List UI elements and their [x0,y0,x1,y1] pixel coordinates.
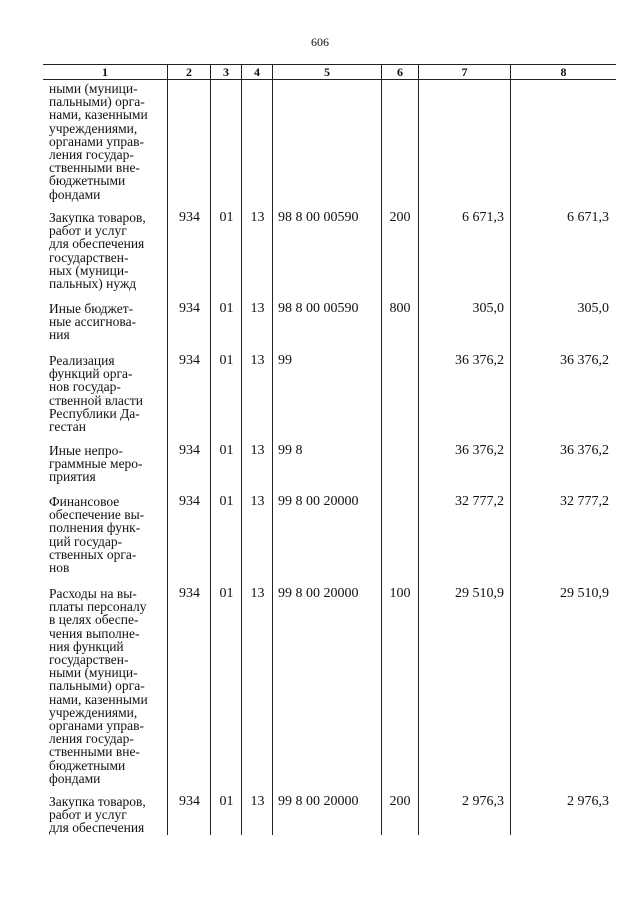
row-col-4: 13 [250,586,265,601]
row-col-3: 01 [219,210,234,225]
row-col-5: 99 8 00 20000 [278,794,359,809]
row-col-2: 934 [179,301,200,316]
row-col-5: 99 8 [278,443,303,458]
row-col-7: 36 376,2 [455,443,504,458]
row-col-3: 01 [219,353,234,368]
column-divider-7 [510,64,511,835]
page-number: 606 [311,35,329,49]
row-col-5: 98 8 00 00590 [278,210,359,225]
header-col-1: 1 [102,65,108,79]
row-col-3: 01 [219,586,234,601]
header-col-3: 3 [223,65,229,79]
row-description: ными (муници- пальными) орга- нами, казенными учреждениями, органами управ- ления государ- ственными вне- бюджетными фондами [49,81,148,202]
row-col-7: 32 777,2 [455,494,504,509]
row-col-4: 13 [250,794,265,809]
column-divider-6 [418,64,419,835]
header-col-2: 2 [186,65,192,79]
header-col-8: 8 [560,65,567,79]
row-col-2: 934 [179,210,200,225]
header-col-7: 7 [461,65,468,79]
row-col-8: 29 510,9 [560,586,609,601]
row-col-5: 99 [278,353,292,368]
row-description: Финансовое обеспечение вы- полнения функ- ций государ- ственных орга- нов [49,494,145,576]
row-col-8: 32 777,2 [560,494,609,509]
row-col-2: 934 [179,353,200,368]
row-col-7: 36 376,2 [455,353,504,368]
row-col-8: 36 376,2 [560,353,609,368]
row-col-7: 6 671,3 [462,210,504,225]
row-col-6: 200 [389,794,411,809]
row-col-8: 6 671,3 [567,210,609,225]
row-col-7: 2 976,3 [462,794,504,809]
row-col-3: 01 [219,443,234,458]
row-col-3: 01 [219,794,234,809]
header-col-4: 4 [254,65,260,79]
header-bottom-border [43,79,616,80]
row-col-2: 934 [179,586,200,601]
row-col-3: 01 [219,301,234,316]
row-col-8: 36 376,2 [560,443,609,458]
row-description: Расходы на вы- платы персоналу в целях обеспе- чения выполне- ния функций государствен- ными (муници- пальными) орга- нами, казенными учреждениями, органами управ- ления государ- ственными вне- бюджетными фондами [49,586,148,786]
row-col-6: 100 [389,586,411,601]
row-col-6: 800 [389,301,411,316]
header-col-5: 5 [324,65,330,79]
row-description: Закупка товаров, работ и услуг для обеспечения государствен- ных (муници- пальных) нужд [49,210,146,292]
row-col-6: 200 [389,210,411,225]
row-col-2: 934 [179,794,200,809]
row-col-4: 13 [250,210,265,225]
row-description: Закупка товаров, работ и услуг для обеспечения [49,794,146,836]
row-col-4: 13 [250,494,265,509]
header-col-6: 6 [397,65,403,79]
row-col-7: 305,0 [472,301,504,316]
row-col-4: 13 [250,443,265,458]
row-col-5: 99 8 00 20000 [278,494,359,509]
row-description: Иные непро- граммные меро- приятия [49,443,143,485]
row-col-5: 98 8 00 00590 [278,301,359,316]
row-col-2: 934 [179,443,200,458]
column-divider-4 [272,64,273,835]
row-description: Реализация функций орга- нов государ- ственной власти Республики Да- гестан [49,353,144,435]
row-col-5: 99 8 00 20000 [278,586,359,601]
column-divider-3 [241,64,242,835]
row-col-4: 13 [250,301,265,316]
row-description: Иные бюджет- ные ассигнова- ния [49,301,137,343]
row-col-4: 13 [250,353,265,368]
row-col-8: 305,0 [577,301,609,316]
row-col-3: 01 [219,494,234,509]
column-divider-5 [381,64,382,835]
row-col-2: 934 [179,494,200,509]
row-col-7: 29 510,9 [455,586,504,601]
row-col-8: 2 976,3 [567,794,609,809]
